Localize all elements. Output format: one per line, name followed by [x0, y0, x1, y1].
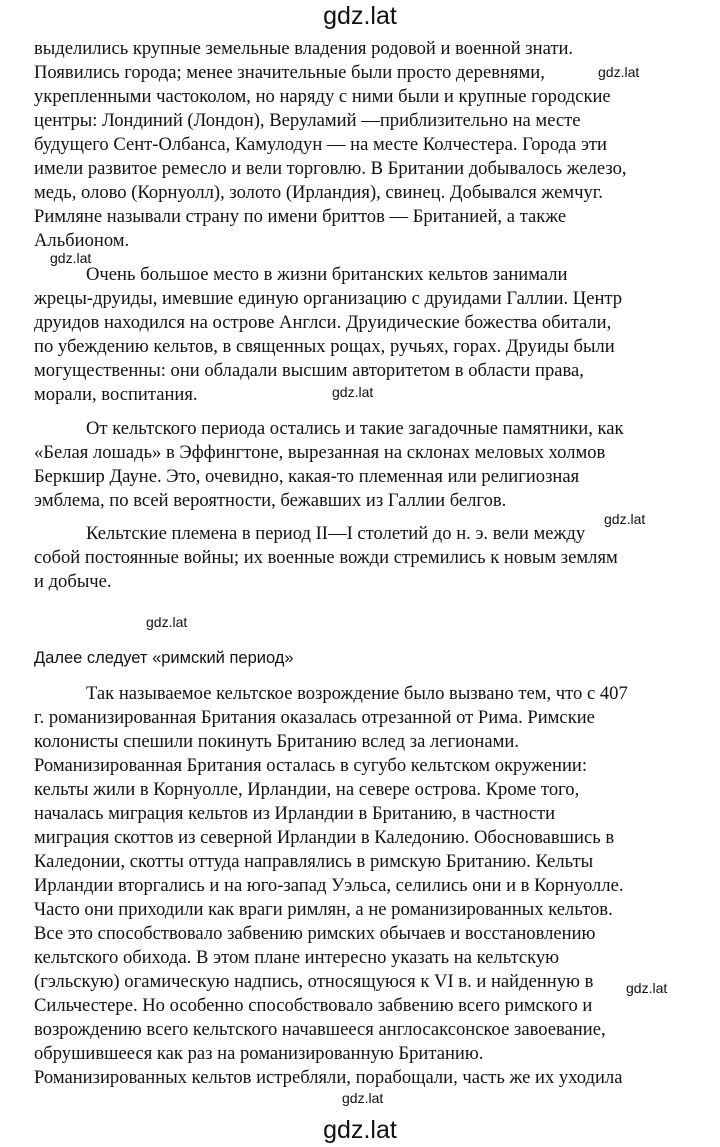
text-line: кельты жили в Корнуолле, Ирландии, на севере острова. Кроме того,: [34, 779, 580, 800]
paragraph-1: [34, 37, 694, 253]
text-line: кельтского обихода. В этом плане интересно указать на кельтскую: [34, 947, 560, 968]
watermark: gdz.lat: [604, 511, 646, 527]
watermark: gdz.lat: [626, 980, 668, 996]
watermark: gdz.lat: [50, 250, 92, 266]
watermark: gdz.lat: [342, 1090, 384, 1106]
text-line: «Белая лошадь» в Эффингтоне, вырезанная на склонах меловых холмов: [34, 442, 606, 463]
text-line: медь, олово (Корнуолл), золото (Ирландия), свинец. Добывался жемчуг.: [34, 182, 603, 203]
site-header: gdz.lat: [323, 2, 397, 30]
text-line: колонисты спешили покинуть Британию вслед за легионами.: [34, 731, 519, 752]
text-line: друидов находился на острове Англси. Друидические божества обитали,: [34, 312, 612, 333]
text-line: центры: Лондиний (Лондон), Веруламий —приблизительно на месте: [34, 110, 581, 131]
text-line: (гэльскую) огамическую надпись, относящуюся к VI в. и найденную в: [34, 971, 594, 992]
text-line: Сильчестере. Но особенно способствовало забвению всего римского и: [34, 995, 593, 1016]
paragraph-4: [34, 522, 694, 594]
paragraph-5: [34, 682, 694, 1090]
watermark: gdz.lat: [598, 64, 640, 80]
text-line: От кельтского периода остались и такие загадочные памятники, как: [86, 418, 624, 439]
paragraph-3: [34, 417, 694, 513]
text-line: г. романизированная Британия оказалась отрезанной от Рима. Римские: [34, 707, 595, 728]
site-footer: gdz.lat: [323, 1116, 397, 1144]
text-line: Беркшир Дауне. Это, очевидно, какая-то племенная или религиозная: [34, 466, 580, 487]
text-line: будущего Сент-Олбанса, Камулодун — на месте Колчестера. Города эти: [34, 134, 608, 155]
text-line: Появились города; менее значительные были просто деревнями,: [34, 62, 545, 83]
text-line: эмблема, по всей вероятности, бежавших из Галлии белгов.: [34, 490, 507, 511]
text-line: Римляне называли страну по имени бриттов — Британией, а также: [34, 206, 567, 227]
text-line: Часто они приходили как враги римлян, а не романизированных кельтов.: [34, 899, 613, 920]
text-line: началась миграция кельтов из Ирландии в Британию, в частности: [34, 803, 556, 824]
text-line: Так называемое кельтское возрождение было вызвано тем, что с 407: [86, 683, 628, 704]
text-line: жрецы-друиды, имевшие единую организацию с друидами Галлии. Центр: [34, 288, 623, 309]
text-line: могущественны: они обладали высшим авторитетом в области права,: [34, 360, 584, 381]
text-line: имели развитое ремесло и вели торговлю. В Британии добывалось железо,: [34, 158, 627, 179]
text-line: собой постоянные войны; их военные вожди стремились к новым землям: [34, 547, 618, 568]
text-line: Все это способствовало забвению римских обычаев и восстановлению: [34, 923, 596, 944]
text-line: Каледонии, скотты оттуда направлялись в римскую Британию. Кельты: [34, 851, 594, 872]
text-line: Очень большое место в жизни британских кельтов занимали: [86, 264, 568, 285]
text-line: Кельтские племена в период II—I столетий до н. э. вели между: [86, 523, 586, 544]
text-line: миграция скоттов из северной Ирландии в Каледонию. Обосновавшись в: [34, 827, 615, 848]
watermark: gdz.lat: [146, 614, 188, 630]
text-line: Романизированных кельтов истребляли, порабощали, часть же их уходила: [34, 1067, 623, 1088]
text-line: Ирландии вторгались и на юго-запад Уэльса, селились они и в Корнуолле.: [34, 875, 624, 896]
text-line: Романизированная Британия осталась в сугубо кельтском окружении:: [34, 755, 588, 776]
text-line: укрепленными частоколом, но наряду с ними были и крупные городские: [34, 86, 611, 107]
text-line: и добыче.: [34, 571, 112, 592]
watermark: gdz.lat: [332, 384, 374, 400]
text-line: возрождению всего кельтского начавшееся англосаксонское завоевание,: [34, 1019, 606, 1040]
text-line: морали, воспитания.: [34, 384, 198, 405]
section-note: Далее следует «римский период»: [34, 649, 294, 667]
text-line: обрушившееся как раз на романизированную Британию.: [34, 1043, 484, 1064]
text-line: Альбионом.: [34, 230, 130, 251]
text-line: по убеждению кельтов, в священных рощах, ручьях, горах. Друиды были: [34, 336, 615, 357]
text-line: выделились крупные земельные владения родовой и военной знати.: [34, 38, 574, 59]
